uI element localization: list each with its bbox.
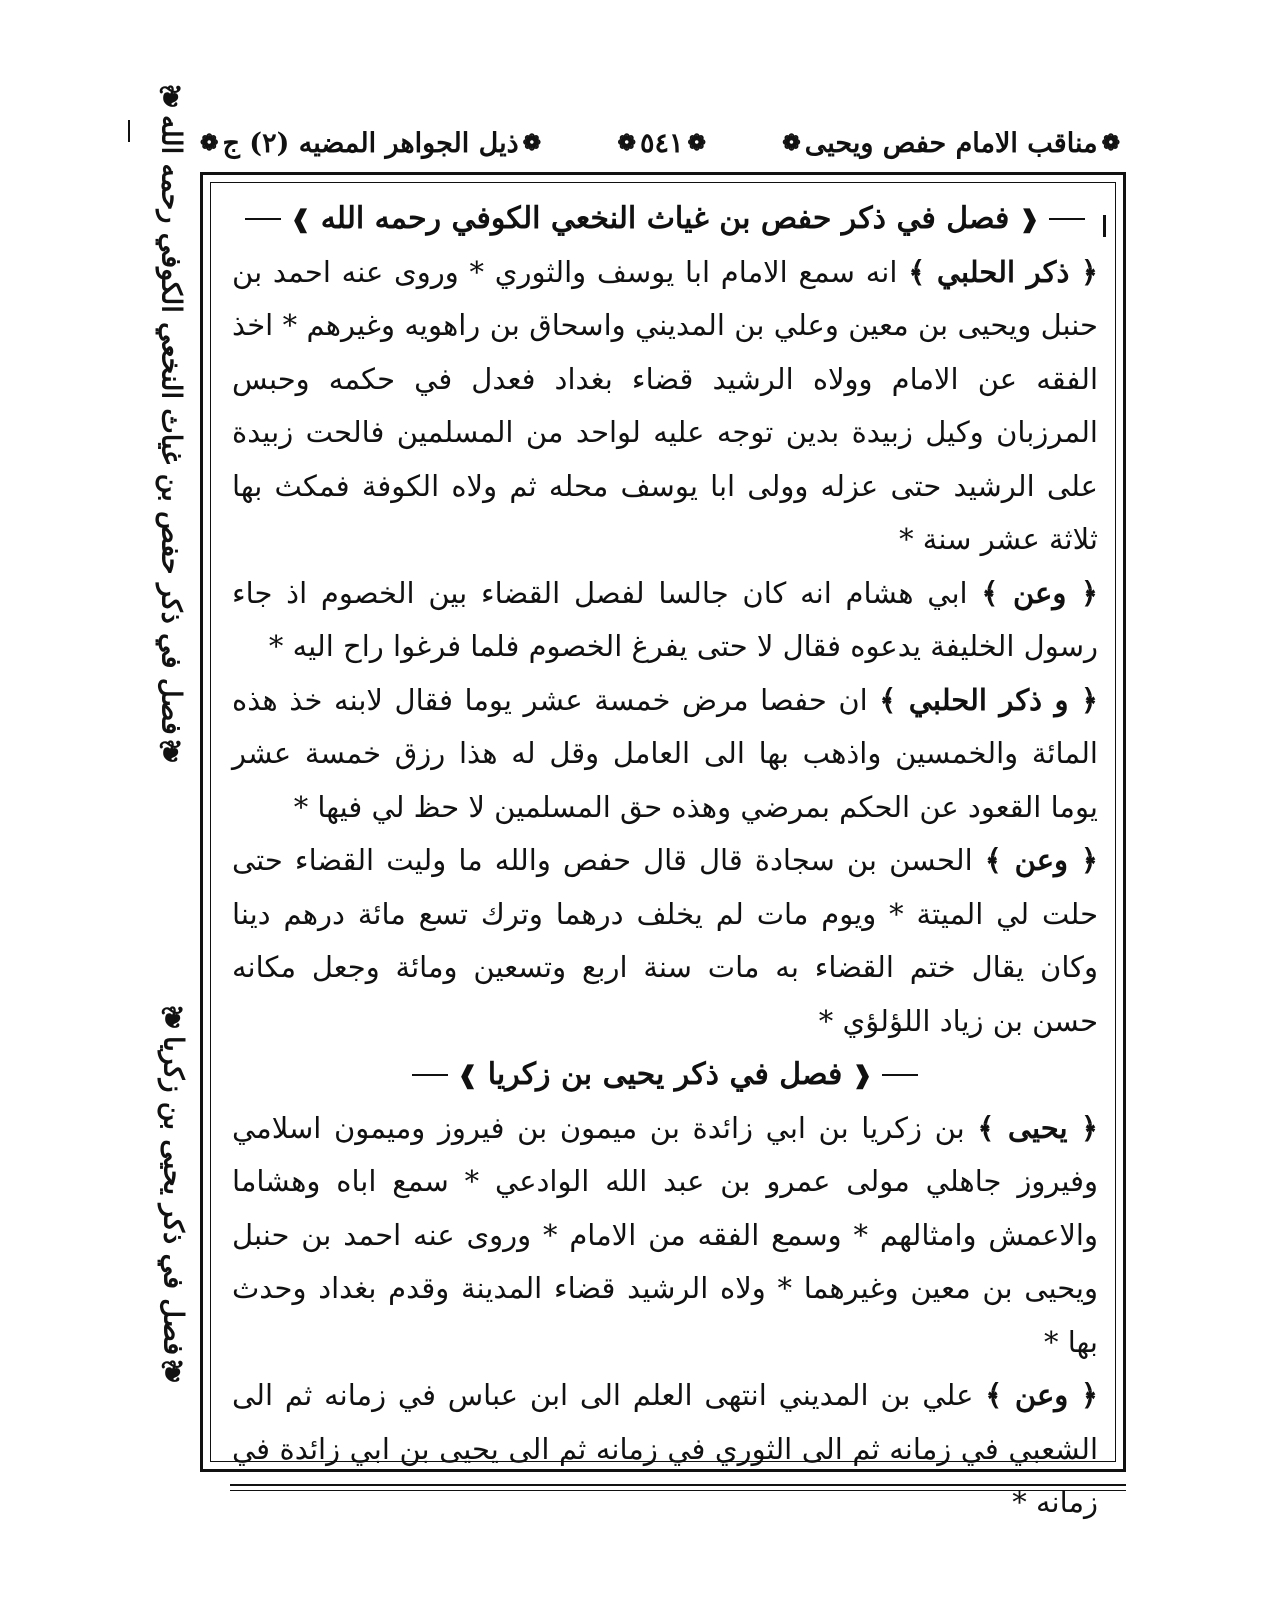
section-title: ❰ فصل في ذكر يحيى بن زكريا ❱ (232, 1048, 1098, 1102)
section-title: ❰ فصل في ذكر حفص بن غياث النخعي الكوفي رحمه الله ❱ (232, 192, 1098, 246)
paragraph-lead: ﴿ وعن ﴾ (981, 575, 1099, 610)
ornament-icon: ❱ (290, 204, 311, 233)
ornament-icon: ❰ (852, 1060, 873, 1089)
paragraph-lead: ﴿ وعن ﴾ (985, 1378, 1099, 1412)
ornament-icon: ❁ (1101, 130, 1120, 156)
paragraph-lead: ﴿ وعن ﴾ (984, 843, 1098, 877)
paragraph: ﴿ وعن ﴾ علي بن المديني انتهى العلم الى ابن عباس في زمانه ثم الى الشعبي في زمانه ثم الى الثوري في زمانه ثم الى يحيى بن ابي زائدة في زمانه * (232, 1378, 1099, 1519)
paragraph: ﴿ ذكر الحلبي ﴾ انه سمع الامام ابا يوسف والثوري * وروى عنه احمد بن حنبل ويحيى بن معين وعلي بن المديني واسحاق بن راهويه وغيرهم * اخذ الفقه عن الامام وولاه الرشيد قضاء بغداد فعدل في حكمه وحبس المرزبان وكيل زبيدة بدين توجه عليه لواحد من المسلمين فالحت زبيدة على الرشيد حتى عزله وولى ابا يوسف محله ثم ولاه الكوفة فمكث بها ثلاثة عشر سنة * (232, 254, 1099, 556)
ornament-icon: ❁ (687, 130, 706, 156)
title-dash (412, 1074, 448, 1076)
ornament-icon: ❁ (200, 130, 219, 156)
ornament-icon: ❱ (457, 1060, 478, 1089)
ornament-icon: ❰ (1019, 204, 1040, 233)
paragraph: ﴿ يحيى ﴾ بن زكريا بن ابي زائدة بن ميمون بن فيروز وميمون اسلامي وفيروز جاهلي مولى عمرو بن عبد الله الوادعي * سمع اباه وهشاما والاعمش وامثالهم * وسمع الفقه من الامام * وروى عنه احمد بن حنبل ويحيى بن معين وغيرهما * ولاه الرشيد قضاء المدينة وقدم بغداد وحدث بها * (232, 1110, 1098, 1359)
paragraph: ﴿ و ذكر الحلبي ﴾ ان حفصا مرض خمسة عشر يوما فقال لابنه خذ هذه المائة والخمسين واذهب بها الى العامل وقل له هذا رزق خمسة عشر يوما القعود عن الحكم بمرضي وهذه حق المسلمين لا حظ لي فيها * (232, 682, 1099, 824)
paragraph-lead: ﴿ يحيى ﴾ (977, 1110, 1098, 1145)
ornament-icon: ❁ (522, 130, 542, 156)
ornament-icon: ❦ (153, 80, 189, 116)
ornament-icon: ❦ (155, 1000, 191, 1036)
paragraph: ﴿ وعن ﴾ الحسن بن سجادة قال قال حفص والله ما وليت القضاء حتى حلت لي الميتة * ويوم مات لم يخلف درهما وترك تسع مائة درهم دينا وكان يقال ختم القضاء به مات سنة اربع وتسعين ومائة وجعل مكانه حسن بن زياد اللؤلؤي * (232, 843, 1098, 1038)
header-book-title: ❁ ذيل الجواهر المضيه (٢) ج ❁ (200, 127, 542, 159)
margin-note-yahya: ❦ فصل في ذكر يحيى بن زكريا ❦ (155, 1000, 191, 1390)
margin-tick (1103, 215, 1106, 237)
running-header (200, 118, 1120, 168)
title-dash (882, 1074, 918, 1076)
ornament-icon: ❁ (782, 130, 801, 156)
paragraph-lead: ﴿ و ذكر الحلبي ﴾ (879, 682, 1099, 717)
title-dash (245, 218, 281, 220)
header-page-number: ❁ ٥٤١ ❁ (617, 127, 706, 159)
ornament-icon: ❦ (155, 1355, 191, 1390)
ornament-icon: ❁ (617, 130, 636, 156)
main-text (232, 192, 1099, 1519)
margin-note-hafs: ❦ فصل في ذكر حفص بن غياث النخعي الكوفي رحمه الله ❦ (153, 80, 189, 770)
paragraph-lead: ﴿ ذكر الحلبي ﴾ (908, 254, 1099, 289)
paragraph: ﴿ وعن ﴾ ابي هشام انه كان جالسا لفصل القضاء بين الخصوم اذ جاء رسول الخليفة يدعوه فقال لا حتى يفرغ الخصوم فلما فرغوا راح اليه * (232, 575, 1099, 663)
margin-tick (128, 120, 130, 142)
title-dash (1049, 218, 1085, 220)
header-chapter-title: ❁ مناقب الامام حفص ويحيى ❁ (782, 127, 1120, 159)
ornament-icon: ❦ (153, 735, 189, 770)
